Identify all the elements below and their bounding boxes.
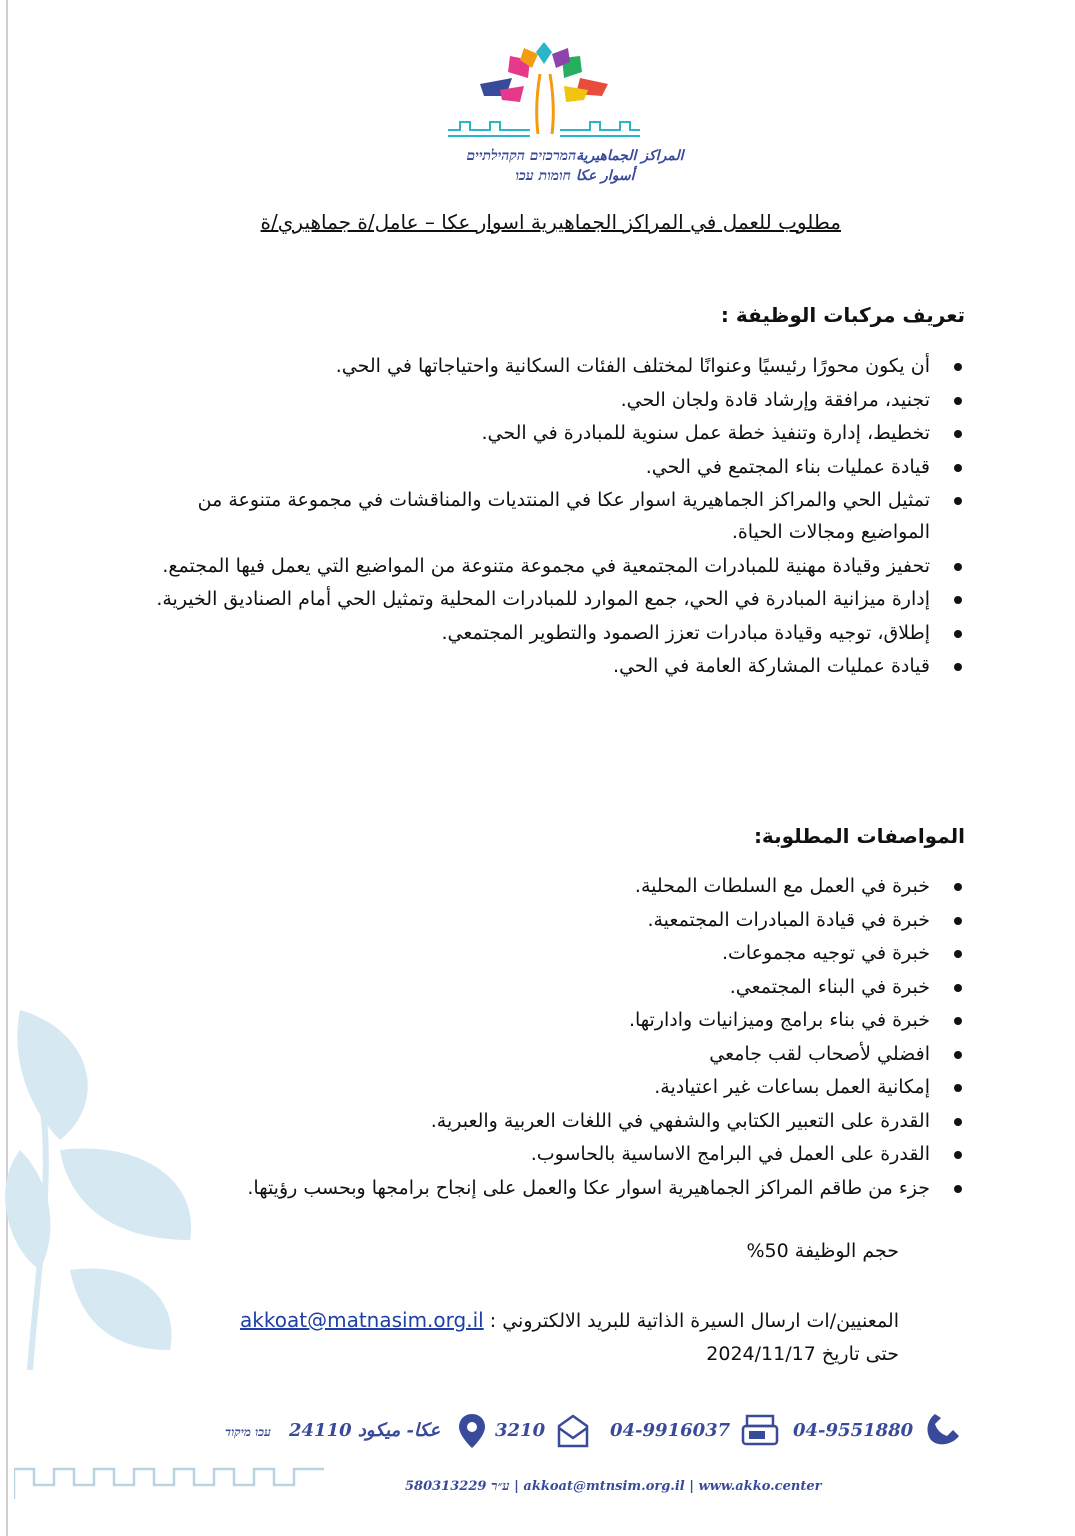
footer-fax: 04-9916037 xyxy=(610,1420,731,1441)
email-link[interactable]: akkoat@matnasim.org.il xyxy=(240,1308,484,1332)
list-item: إطلاق، توجيه وقيادة مبادرات تعزز الصمود والتطوير المجتمعي. xyxy=(150,617,930,649)
list-item: القدرة على العمل في البرامج الاساسية بالحاسوب. xyxy=(150,1138,930,1170)
job-size: حجم الوظيفة 50% xyxy=(746,1240,899,1262)
requirements-heading: المواصفات المطلوبة: xyxy=(753,824,965,848)
footer-contact-row xyxy=(225,1412,965,1452)
list-item: تخطيط، إدارة وتنفيذ خطة عمل سنوية للمبادرة في الحي. xyxy=(150,417,930,449)
list-item: تمثيل الحي والمراكز الجماهيرية اسوار عكا في المنتديات والمناقشات في مجموعة متنوعة من المواضيع ومجالات الحياة. xyxy=(150,484,930,548)
list-item: قيادة عمليات المشاركة العامة في الحي. xyxy=(150,650,930,682)
fax-icon xyxy=(741,1414,781,1450)
list-item: إدارة ميزانية المبادرة في الحي، جمع الموارد للمبادرات المحلية وتمثيل الحي أمام الصناديق الخيرية. xyxy=(150,583,930,615)
logo-text-secondary: أسوار عكا חומות עכו xyxy=(515,168,635,184)
list-item: خبرة في قيادة المبادرات المجتمعية. xyxy=(150,904,930,936)
list-item: القدرة على التعبير الكتابي والشفهي في اللغات العربية والعبرية. xyxy=(150,1105,930,1137)
logo-text-primary: المراكز الجماهيريةהמרכזים הקהילתיים xyxy=(466,148,684,164)
footer-pobox: 3210 xyxy=(495,1420,546,1441)
list-item: افضلي لأصحاب لقب جامعي xyxy=(150,1038,930,1070)
contact-line xyxy=(240,1308,899,1332)
list-item: خبرة في البناء المجتمعي. xyxy=(150,971,930,1003)
logo-tree-graphic xyxy=(440,38,710,148)
list-item: قيادة عمليات بناء المجتمع في الحي. xyxy=(150,451,930,483)
list-item: خبرة في بناء برامج وميزانيات وادارتها. xyxy=(150,1004,930,1036)
phone-icon xyxy=(925,1414,965,1450)
mail-icon xyxy=(555,1414,591,1450)
page-title: مطلوب للعمل في المراكز الجماهيرية اسوار عكا – عامل/ة جماهيري/ة xyxy=(260,210,841,234)
job-components-heading: تعريف مركبات الوظيفة : xyxy=(720,303,965,327)
location-pin-icon xyxy=(457,1412,487,1450)
deadline: حتى تاريخ 2024/11/17 xyxy=(706,1343,899,1365)
footer-phone: 04-9551880 xyxy=(793,1420,914,1441)
list-item: تحفيز وقيادة مهنية للمبادرات المجتمعية في مجموعة متنوعة من المواضيع التي يعمل فيها المجتمع. xyxy=(150,550,930,582)
organization-logo xyxy=(440,38,710,198)
list-item: إمكانية العمل بساعات غير اعتيادية. xyxy=(150,1071,930,1103)
footer-address-he: עכו מיקוד xyxy=(225,1425,271,1439)
list-item: تجنيد، مرافقة وإرشاد قادة ولجان الحي. xyxy=(150,384,930,416)
requirements-list xyxy=(150,870,930,1205)
list-item: خبرة في توجيه مجموعات. xyxy=(150,937,930,969)
contact-text: المعنيين/ات ارسال السيرة الذاتية للبريد الالكتروني : xyxy=(489,1310,899,1332)
job-components-list xyxy=(150,350,930,684)
list-item: جزء من طاقم المراكز الجماهيرية اسوار عكا والعمل على إنجاح برامجها وبحسب رؤيتها. xyxy=(150,1172,930,1204)
list-item: خبرة في العمل مع السلطات المحلية. xyxy=(150,870,930,902)
wall-decoration xyxy=(14,1465,334,1501)
footer-registration-line: 580313229 ע״ר | akkoat@mtnsim.org.il | www.akko.center xyxy=(405,1479,822,1494)
footer-address: عكا- ميكود 24110 xyxy=(289,1420,441,1441)
list-item: أن يكون محورًا رئيسيًا وعنوانًا لمختلف الفئات السكانية واحتياجاتها في الحي. xyxy=(150,350,930,382)
